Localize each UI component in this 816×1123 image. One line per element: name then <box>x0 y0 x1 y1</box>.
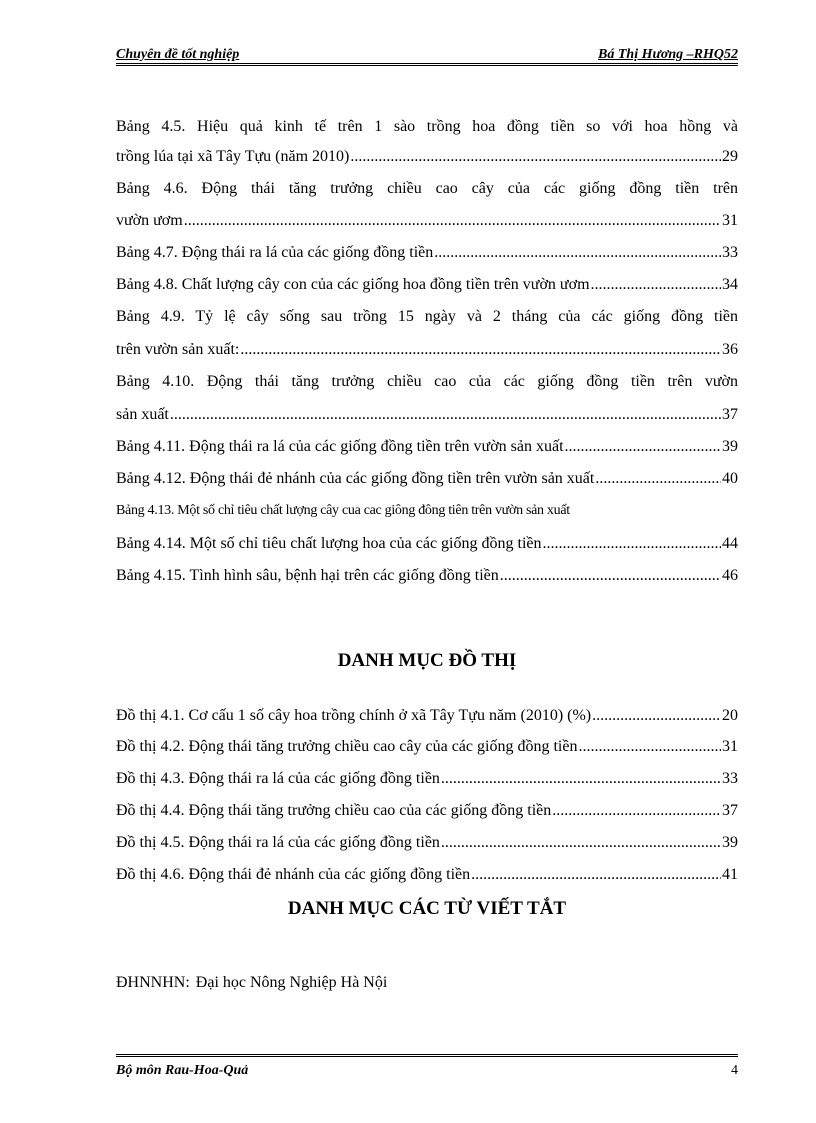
toc-entry-chart-4-4: Đồ thị 4.4. Động thái tăng trưởng chiều cao của các giống đồng tiền ..... 37 <box>116 800 738 822</box>
toc-entry-table-4-10: Bảng 4.10. Động thái tăng trưởng chiều cao của các giống đồng tiền trên vườn <box>116 373 738 390</box>
page-number: 33 <box>722 770 738 787</box>
header-author: Bá Thị Hương –RHQ52 <box>598 47 738 62</box>
header-rule <box>116 63 738 66</box>
toc-entry-table-4-11: Bảng 4.11. Động thái ra lá của các giống đồng tiền trên vườn sản xuất ..... 39 <box>116 436 738 458</box>
toc-entry-table-4-8: Bảng 4.8. Chất lượng cây con của các giống hoa đồng tiền trên vườn ươm ..... 34 <box>116 274 738 296</box>
toc-entry-table-4-5-cont: trồng lúa tại xã Tây Tựu (năm 2010) ..... 29 <box>116 146 738 168</box>
toc-entry-table-4-5: Bảng 4.5. Hiệu quả kinh tế trên 1 sào trồng hoa đồng tiền so với hoa hồng và <box>116 118 738 135</box>
toc-entry-table-4-10-cont: sản xuất ..... 37 <box>116 404 738 426</box>
toc-entry-table-4-6-cont: vườn ươm ..... 31 <box>116 210 738 232</box>
toc-entry-table-4-12: Bảng 4.12. Động thái đẻ nhánh của các giống đồng tiền trên vườn sản xuất ..... 40 <box>116 468 738 490</box>
toc-entry-chart-4-2: Đồ thị 4.2. Động thái tăng trưởng chiều cao cây của các giống đồng tiền ..... 31 <box>116 736 738 758</box>
toc-entry-table-4-9: Bảng 4.9. Tỷ lệ cây sống sau trồng 15 ngày và 2 tháng của các giống đồng tiền <box>116 308 738 325</box>
charts-heading: DANH MỤC ĐỒ THỊ <box>337 650 517 671</box>
abbreviation-entry <box>116 974 387 992</box>
toc-entry-chart-4-6: Đồ thị 4.6. Động thái đẻ nhánh của các giống đồng tiền ..... 41 <box>116 864 738 886</box>
page-number: 39 <box>722 438 738 455</box>
page-number: 36 <box>722 341 738 358</box>
page-number: 39 <box>722 834 738 851</box>
toc-entry-table-4-9-cont: trên vườn sản xuất: ..... 36 <box>116 339 738 361</box>
abbreviations-heading: DANH MỤC CÁC TỪ VIẾT TẮT <box>287 898 567 919</box>
page-number: 20 <box>722 707 738 724</box>
page-number: 31 <box>722 738 738 755</box>
toc-entry-table-4-14: Bảng 4.14. Một số chỉ tiêu chất lượng hoa của các giống đồng tiền ..... 44 <box>116 533 738 555</box>
page-number: 37 <box>722 406 738 423</box>
abbreviation-key: ĐHNNHN: <box>116 974 190 991</box>
toc-entry-table-4-6: Bảng 4.6. Động thái tăng trưởng chiều cao cây của các giống đồng tiền trên <box>116 180 738 197</box>
footer-department: Bộ môn Rau-Hoa-Quả <box>116 1063 249 1078</box>
footer-rule <box>116 1054 738 1057</box>
page-number: 33 <box>722 244 738 261</box>
toc-entry-chart-4-5: Đồ thị 4.5. Động thái ra lá của các giống đồng tiền ..... 39 <box>116 832 738 854</box>
abbreviation-value: Đại học Nông Nghiệp Hà Nội <box>195 974 388 991</box>
footer-page-number: 4 <box>731 1063 738 1078</box>
toc-entry-chart-4-1: Đồ thị 4.1. Cơ cấu 1 số cây hoa trồng chính ở xã Tây Tựu năm (2010) (%) ..... 20 <box>116 705 738 727</box>
header-title: Chuyên đề tốt nghiệp <box>116 47 240 62</box>
toc-entry-chart-4-3: Đồ thị 4.3. Động thái ra lá của các giống đồng tiền ..... 33 <box>116 768 738 790</box>
page-number: 37 <box>722 802 738 819</box>
toc-entry-table-4-13: Bảng 4.13. Một số chỉ tiêu chất lượng cây cua cac giông đông tiên trên vườn sản xuất <box>116 503 570 518</box>
page-number: 46 <box>722 567 738 584</box>
page-footer <box>116 1063 738 1083</box>
page-number: 44 <box>722 535 738 552</box>
toc-entry-table-4-15: Bảng 4.15. Tình hình sâu, bệnh hại trên các giống đồng tiền ..... 46 <box>116 565 738 587</box>
toc-entry-table-4-7: Bảng 4.7. Động thái ra lá của các giống đồng tiền ..... 33 <box>116 242 738 264</box>
page-number: 31 <box>722 212 738 229</box>
page-number: 29 <box>722 148 738 165</box>
page-number: 41 <box>722 866 738 883</box>
page-number: 34 <box>722 276 738 293</box>
page-number: 40 <box>722 470 738 487</box>
